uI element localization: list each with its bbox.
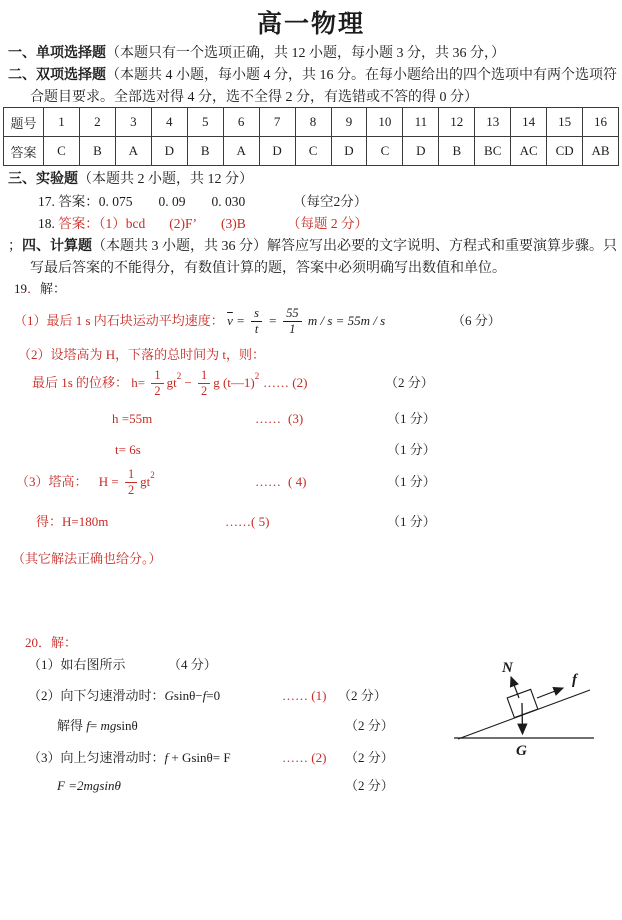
text-run: （每空2分） [293, 194, 368, 209]
text-run: sinθ [116, 718, 138, 733]
fraction [125, 467, 137, 496]
table-cell: AB [583, 137, 619, 166]
text-run: 答案：（1）bcd [58, 216, 146, 231]
table-cell: 11 [403, 108, 439, 137]
table-cell: CD [547, 137, 583, 166]
fraction-denominator: t [254, 321, 259, 336]
section3-heading [0, 170, 622, 190]
text-run: 2 [150, 470, 155, 480]
text-run: …… (2) [282, 750, 327, 765]
table-cell: D [259, 137, 295, 166]
q19-note [0, 549, 622, 569]
q19-part2-eq [0, 362, 622, 404]
text-run: sinθ− [173, 688, 203, 703]
fraction [251, 306, 262, 335]
table-cell: D [151, 137, 187, 166]
text-run: h =55m [112, 411, 153, 426]
text-run: （1 分） [387, 514, 436, 529]
text-run: = [89, 718, 101, 733]
text-run: = [232, 313, 249, 328]
table-cell: BC [475, 137, 511, 166]
text-run: 写最后答案的不能得分，有数值计算的题，答案中必须明确写出数值和单位。 [30, 261, 506, 276]
table-cell: 1 [44, 108, 80, 137]
table-cell: A [223, 137, 259, 166]
text-run: f [164, 750, 169, 765]
table-cell: 15 [547, 108, 583, 137]
text-run: m / s = 55m / s [304, 313, 386, 328]
table-cell: C [367, 137, 403, 166]
q18-answer [0, 214, 622, 234]
table-cell: 8 [295, 108, 331, 137]
fraction-denominator: 2 [128, 482, 135, 497]
text-run: （2 分） [345, 778, 394, 793]
table-cell: 7 [259, 108, 295, 137]
table-cell: B [187, 137, 223, 166]
text-run: （3）向上匀速滑动时： [28, 750, 165, 765]
text-run: （3）塔高： [16, 474, 91, 489]
text-run: …… [255, 474, 281, 489]
fraction-numerator: 1 [198, 368, 210, 383]
text-run: 四、计算题 [22, 239, 92, 254]
fraction-denominator: 2 [154, 383, 161, 398]
text-run: 一、单项选择题 [8, 46, 106, 61]
text-run: gt [166, 375, 177, 390]
table-header-cell: 答案 [4, 137, 44, 166]
text-run: 三、实验题 [8, 172, 78, 187]
q19-eq3 [0, 409, 622, 429]
text-run: （本题共 4 小题，每小题 4 分，共 16 分。在每小题给出的四个选项中有两个选项符 [106, 68, 617, 83]
table-cell: D [331, 137, 367, 166]
text-run: F =2mgsinθ [57, 778, 121, 793]
text-run: 二、双项选择题 [8, 68, 106, 83]
text-run: …… [255, 411, 281, 426]
text-run: （2 分） [385, 375, 434, 390]
friction-force-arrow [537, 688, 563, 698]
text-run: 最后 1s 的位移： h= [32, 375, 149, 390]
q19-result [0, 512, 622, 532]
section2-heading-line2 [0, 88, 622, 108]
q19-eq-time [0, 440, 622, 460]
gravity-force-arrow [522, 703, 523, 734]
text-run: （1）最后 1 s 内石块运动平均速度： [14, 313, 228, 328]
text-run: （2 分） [345, 718, 394, 733]
text-run: H = [98, 474, 122, 489]
text-run: gt [140, 474, 151, 489]
text-run: ( 4) [288, 474, 307, 489]
text-run: ； [8, 239, 22, 254]
text-run: $\overline{v}$ [227, 313, 233, 328]
table-cell: 5 [187, 108, 223, 137]
text-run: （2）设塔高为 H，下落的总时间为 t，则： [18, 347, 266, 362]
text-run: 2 [176, 371, 182, 381]
text-run: 解得 [57, 718, 87, 733]
page-title: 高一物理 [256, 11, 365, 38]
q19-part3 [0, 461, 622, 503]
text-run: g (t—1) [213, 375, 255, 390]
text-run: (3)B [221, 216, 246, 231]
text-run: （2 分） [345, 750, 394, 765]
table-cell: 6 [223, 108, 259, 137]
table-row [4, 108, 619, 137]
text-run: 20．解： [25, 635, 78, 650]
fraction-denominator: 2 [201, 383, 208, 398]
text-run: = [264, 313, 281, 328]
table-cell: C [44, 137, 80, 166]
text-run: （6 分） [452, 313, 501, 328]
fraction [198, 368, 210, 397]
table-cell: 4 [151, 108, 187, 137]
fraction-denominator: 1 [289, 321, 296, 336]
text-run: + Gsinθ= F [168, 750, 231, 765]
text-run: …… (1) [282, 688, 327, 703]
text-run: （其它解法正确也给分。） [12, 551, 162, 566]
table-cell: 9 [331, 108, 367, 137]
table-cell: 10 [367, 108, 403, 137]
text-run: （2）向下匀速滑动时： [28, 688, 165, 703]
table-row [4, 137, 619, 166]
section2-heading [0, 66, 622, 86]
section4-heading [0, 237, 622, 257]
text-run: 18. [38, 216, 59, 231]
text-run: f [86, 718, 90, 733]
table-cell: C [295, 137, 331, 166]
text-run: （1 分） [387, 442, 436, 457]
text-run: 0. 09 [158, 194, 186, 209]
text-run: (2)F’ [169, 216, 197, 231]
friction-force-label: f [572, 672, 577, 688]
text-run: G [164, 688, 174, 703]
section4-heading-line2 [0, 259, 622, 279]
text-run: （1 分） [387, 474, 436, 489]
table-cell: AC [511, 137, 547, 166]
text-run: （2 分） [338, 688, 387, 703]
text-run: 合题目要求。全部选对得 4 分，选不全得 2 分，有选错或不答的得 0 分） [30, 90, 478, 105]
text-run: 2 [254, 371, 260, 381]
text-run: 19 [14, 281, 27, 296]
table-cell: 3 [115, 108, 151, 137]
fraction-numerator: s [251, 306, 262, 321]
table-cell: 14 [511, 108, 547, 137]
text-run: f [202, 688, 207, 703]
text-run: ……( 5) [225, 514, 270, 529]
fraction [151, 368, 163, 397]
text-run: (3) [288, 411, 304, 426]
table-cell: 12 [439, 108, 475, 137]
table-cell: B [439, 137, 475, 166]
text-run: mg [100, 718, 117, 733]
gravity-force-label: G [516, 743, 527, 759]
text-run: （1）如右图所示 [28, 657, 126, 672]
text-run: （本题只有一个选项正确，共 12 小题，每小题 3 分，共 36 分，） [106, 46, 505, 61]
q19-part1 [0, 300, 622, 342]
table-cell: B [79, 137, 115, 166]
table-cell: 13 [475, 108, 511, 137]
q19-label [0, 279, 622, 299]
fraction-numerator: 55 [283, 306, 301, 321]
text-run: （本题共 3 小题，共 36 分）解答应写出必要的文字说明、方程式和重要演算步骤。只 [92, 239, 617, 254]
answer-table [3, 107, 619, 166]
table-cell: 2 [79, 108, 115, 137]
fraction-numerator: 1 [151, 368, 163, 383]
text-run: t= 6s [115, 442, 141, 457]
text-run: =0 [206, 688, 221, 703]
text-run: 得：H=180m [36, 514, 109, 529]
text-run: ． [27, 281, 41, 296]
text-run: 解： [40, 281, 67, 296]
text-run: …… (2) [263, 375, 308, 390]
text-run: （本题共 2 小题，共 12 分） [78, 172, 253, 187]
table-header-cell: 题号 [4, 108, 44, 137]
table-cell: A [115, 137, 151, 166]
text-run: 0. 030 [211, 194, 246, 209]
text-run: （每题 2 分） [287, 216, 368, 231]
q17-answer [0, 192, 622, 212]
text-run: 17. 答案：0. 075 [38, 194, 133, 209]
force-diagram [440, 640, 622, 790]
text-run: − [181, 375, 196, 390]
fraction-numerator: 1 [125, 467, 137, 482]
table-cell: D [403, 137, 439, 166]
fraction [283, 306, 301, 335]
normal-force-label: N [502, 660, 513, 676]
section1-heading [0, 44, 622, 64]
table-cell: 16 [583, 108, 619, 137]
text-run: （1 分） [387, 411, 436, 426]
text-run: （4 分） [168, 657, 217, 672]
